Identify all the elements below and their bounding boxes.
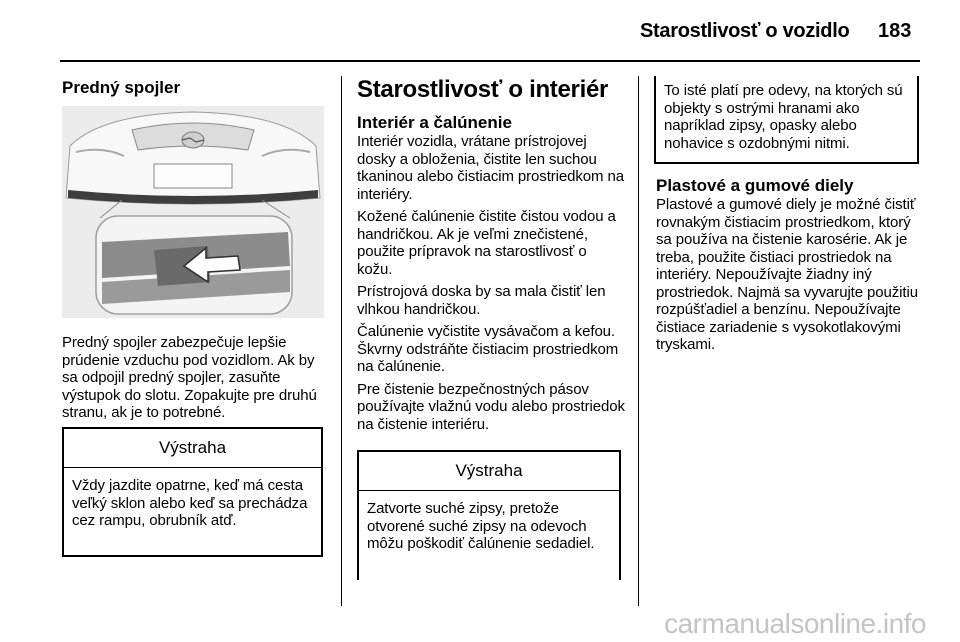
- column-2: [357, 76, 625, 438]
- warning-text-continued: To isté platí pre odevy, na ktorých sú objekty s ostrými hranami ako napríklad zipsy, opasky alebo nohavice s ozdobnými nitmi.: [664, 82, 903, 152]
- page-number: 183: [878, 20, 912, 42]
- warning-box-continued: [654, 76, 919, 164]
- warning-box-1: [62, 427, 323, 557]
- paragraph: Čalúnenie vyčistite vysávačom a kefou. Škvrny odstráňte čistiacim prostriedkom na čalúnenie.: [357, 323, 619, 375]
- column-separator-1: [341, 76, 342, 606]
- paragraph: Pre čistenie bezpečnostných pásov používajte vlažnú vodu alebo prostriedok na čistenie interiéru.: [357, 380, 625, 433]
- front-spoiler-illustration: [62, 106, 324, 318]
- paragraph: Predný spojler zabezpečuje lepšie prúdenie vzduchu pod vozidlom. Ak by sa odpojil predný spojler, zasuňte výstupok do slotu. Zopakujte pre druhú stranu, ak je to potrebné.: [62, 334, 317, 421]
- warning-text: Zatvorte suché zipsy, pretože otvorené suché zipsy na odevoch môžu poškodiť čalúnenie sedadiel.: [367, 500, 595, 552]
- section-heading-interior-care: Starostlivosť o interiér: [357, 76, 609, 103]
- warning-title: Výstraha: [64, 429, 321, 468]
- paragraph: Kožené čalúnenie čistite čistou vodou a handričkou. Ak je veľmi znečistené, použite prípravok na starostlivosť o kožu.: [357, 208, 616, 278]
- front-spoiler-figure: [62, 106, 324, 318]
- watermark: carmanualsonline.info: [664, 608, 926, 639]
- paragraph: Plastové a gumové diely je možné čistiť rovnakým čistiacim prostriedkom, ktorý sa používa na čistenie karosérie. Ak je treba, použite čistiaci prostriedok na interiéry. Nepoužívajte žiadny iný prostriedok. Najmä sa vyvarujte použitiu rozpúšťadiel a benzínu. Nepoužívajte čistiace zariadenie s vysokotlakovými tryskami.: [656, 196, 918, 353]
- header-rule: [60, 60, 920, 62]
- subheading-interior-upholstery: Interiér a čalúnenie: [357, 113, 512, 132]
- column-separator-2: [638, 76, 639, 606]
- column-3: [656, 176, 920, 359]
- warning-text: Vždy jazdite opatrne, keď má cesta veľký sklon alebo keď sa prechádza cez rampu, obrubník atď.: [72, 477, 308, 529]
- paragraph: Prístrojová doska by sa mala čistiť len vlhkou handričkou.: [357, 283, 606, 318]
- warning-title: Výstraha: [359, 452, 619, 491]
- column-1: [62, 78, 330, 98]
- paragraph: Interiér vozidla, vrátane prístrojovej dosky a obloženia, čistite len suchou tkaninou alebo čistiacim prostriedkom na interiéry.: [357, 133, 624, 203]
- running-header-title: Starostlivosť o vozidlo: [640, 20, 850, 42]
- front-spoiler-text: [62, 334, 330, 427]
- section-heading-plastic-rubber: Plastové a gumové diely: [656, 176, 854, 195]
- warning-box-2: [357, 450, 621, 580]
- section-heading-front-spoiler: Predný spojler: [62, 78, 181, 97]
